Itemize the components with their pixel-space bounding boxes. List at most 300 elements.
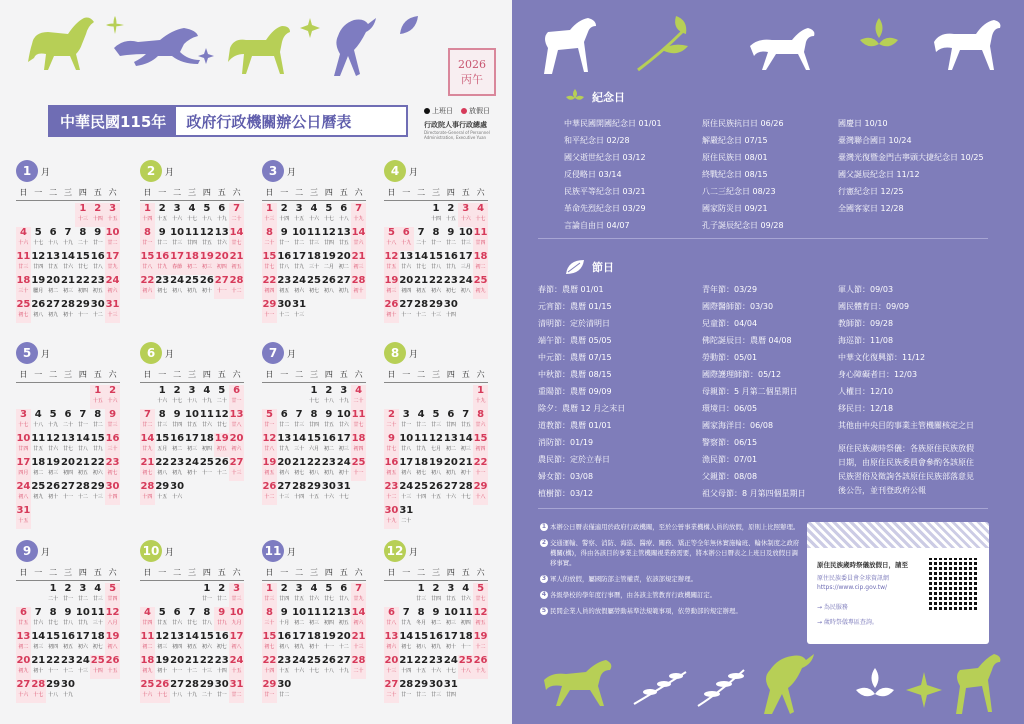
list-item: 民族平等紀念日 03/21 bbox=[564, 187, 646, 196]
empty-cell bbox=[458, 385, 473, 409]
lunar-date: 十六 bbox=[172, 216, 183, 222]
lunar-date: 十三 bbox=[77, 216, 88, 222]
day-cell bbox=[351, 631, 366, 655]
lunar-date: 冬月 bbox=[416, 620, 427, 626]
day-number: 10 bbox=[170, 227, 185, 238]
lunar-date: 十五 bbox=[92, 398, 103, 404]
weekday-label: 四 bbox=[324, 188, 333, 197]
day-cell bbox=[31, 299, 46, 323]
day-cell bbox=[105, 583, 120, 607]
lunar-date: 十六 bbox=[157, 398, 168, 404]
lunar-date: 初八 bbox=[18, 494, 29, 500]
day-cell bbox=[262, 679, 277, 703]
day-number: 26 bbox=[105, 655, 120, 666]
flower-icon bbox=[850, 664, 900, 710]
lunar-date: 初十 bbox=[33, 668, 44, 674]
day-cell bbox=[140, 481, 155, 505]
day-cell bbox=[61, 299, 76, 323]
lunar-date: 廿三 bbox=[308, 240, 319, 246]
day-cell bbox=[214, 409, 229, 433]
day-grid bbox=[16, 583, 120, 703]
day-number: 6 bbox=[233, 385, 241, 396]
note-number-icon: 3 bbox=[541, 575, 547, 582]
lunar-date: 十三 bbox=[264, 216, 275, 222]
day-cell bbox=[61, 433, 76, 457]
day-number: 31 bbox=[292, 299, 307, 310]
day-cell bbox=[384, 481, 399, 505]
lunar-date: 十三 bbox=[77, 668, 88, 674]
list-item: 原住民族日 08/01 bbox=[702, 153, 768, 162]
day-cell bbox=[185, 409, 200, 433]
day-number: 19 bbox=[155, 655, 170, 666]
day-cell bbox=[292, 457, 307, 481]
empty-cell bbox=[140, 583, 155, 607]
lunar-date: 十九 bbox=[475, 668, 486, 674]
day-number: 12 bbox=[155, 631, 170, 642]
day-number: 4 bbox=[34, 409, 42, 420]
empty-cell bbox=[170, 583, 185, 607]
day-cell bbox=[229, 433, 244, 457]
lunar-date: 十三 bbox=[294, 312, 305, 318]
day-cell bbox=[61, 457, 76, 481]
lunar-date: 廿二 bbox=[92, 422, 103, 428]
day-number: 25 bbox=[16, 299, 31, 310]
day-number: 22 bbox=[46, 655, 61, 666]
legend-holiday bbox=[461, 106, 490, 116]
day-number: 23 bbox=[321, 457, 336, 468]
empty-cell bbox=[31, 385, 46, 409]
lunar-date: 初三 bbox=[157, 644, 168, 650]
ceremony-link[interactable]: → 歲時祭儀專區查詢。 bbox=[817, 619, 878, 626]
lunar-date: 廿七 bbox=[62, 446, 73, 452]
day-number: 6 bbox=[340, 203, 348, 214]
day-number: 18 bbox=[307, 631, 321, 642]
day-cell bbox=[185, 275, 200, 299]
service-link[interactable]: → 為民服務 bbox=[817, 604, 848, 611]
lunar-date: 十一 bbox=[48, 668, 59, 674]
lunar-date: 廿七 bbox=[475, 596, 486, 602]
day-cell bbox=[155, 607, 170, 631]
day-number: 27 bbox=[336, 275, 351, 286]
lunar-date: 初五 bbox=[279, 288, 290, 294]
lunar-date: 廿六 bbox=[353, 240, 364, 246]
day-cell bbox=[384, 275, 399, 299]
lunar-date: 廿四 bbox=[475, 240, 486, 246]
lunar-date: 初六 bbox=[142, 288, 153, 294]
weekday-header bbox=[262, 187, 366, 201]
weekday-label: 三 bbox=[187, 568, 196, 577]
day-number: 25 bbox=[351, 457, 366, 468]
lunar-date: 廿七 bbox=[48, 620, 59, 626]
lunar-date: 廿八 bbox=[92, 264, 103, 270]
day-number: 31 bbox=[229, 679, 244, 690]
lunar-date: 廿一 bbox=[77, 422, 88, 428]
day-number: 29 bbox=[75, 299, 90, 310]
day-number: 24 bbox=[399, 481, 414, 492]
lunar-date: 廿六 bbox=[216, 240, 227, 246]
lunar-date: 初七 bbox=[401, 644, 412, 650]
month-6 bbox=[140, 342, 244, 510]
day-cell bbox=[229, 409, 244, 433]
list-item: 中華民國開國紀念日 01/01 bbox=[564, 119, 662, 128]
day-number: 19 bbox=[105, 631, 120, 642]
day-number: 4 bbox=[203, 385, 211, 396]
day-number: 19 bbox=[199, 251, 214, 262]
lunar-date: 初六 bbox=[279, 470, 290, 476]
leaf-icon bbox=[564, 258, 586, 276]
day-cell bbox=[458, 433, 473, 457]
day-number: 27 bbox=[384, 679, 399, 690]
day-grid bbox=[384, 583, 488, 703]
weekday-label: 日 bbox=[265, 188, 274, 197]
day-cell bbox=[140, 631, 155, 655]
day-number: 6 bbox=[447, 409, 455, 420]
day-number: 16 bbox=[384, 457, 399, 468]
empty-cell bbox=[414, 385, 429, 409]
day-cell bbox=[105, 457, 120, 481]
day-cell bbox=[199, 655, 214, 679]
empty-cell bbox=[399, 583, 414, 607]
lunar-date: 初五 bbox=[386, 470, 397, 476]
day-cell bbox=[414, 481, 429, 505]
day-number: 27 bbox=[170, 679, 185, 690]
day-number: 23 bbox=[429, 655, 443, 666]
day-cell bbox=[185, 607, 200, 631]
day-number: 22 bbox=[307, 457, 321, 468]
lunar-date: 十九 bbox=[48, 422, 59, 428]
day-cell bbox=[105, 607, 120, 631]
lunar-date: 十四 bbox=[416, 494, 427, 500]
day-number: 13 bbox=[46, 251, 61, 262]
day-cell bbox=[185, 251, 200, 275]
day-cell bbox=[473, 655, 488, 679]
day-number: 20 bbox=[277, 457, 292, 468]
day-number: 22 bbox=[75, 275, 90, 286]
day-cell bbox=[429, 433, 444, 457]
lunar-date: 初二 bbox=[323, 446, 334, 452]
day-cell bbox=[16, 607, 31, 631]
indigenous-note bbox=[838, 443, 974, 499]
weekday-header bbox=[384, 567, 488, 581]
day-number: 19 bbox=[321, 251, 336, 262]
day-number: 1 bbox=[158, 385, 166, 396]
day-cell bbox=[292, 655, 307, 679]
lunar-date: 八月 bbox=[107, 620, 118, 626]
day-cell bbox=[16, 655, 31, 679]
note-number-icon: 1 bbox=[541, 523, 547, 530]
day-number: 15 bbox=[429, 251, 443, 262]
day-number: 3 bbox=[402, 409, 410, 420]
lunar-date: 十五 bbox=[294, 216, 305, 222]
lunar-date: 初三 bbox=[445, 620, 456, 626]
day-cell bbox=[185, 203, 200, 227]
lunar-date: 廿二 bbox=[294, 240, 305, 246]
day-cell bbox=[75, 251, 90, 275]
day-number: 20 bbox=[214, 251, 229, 262]
day-cell bbox=[262, 481, 277, 505]
day-number: 21 bbox=[75, 457, 90, 468]
day-cell bbox=[61, 679, 76, 703]
day-cell bbox=[105, 251, 120, 275]
lunar-date: 初六 bbox=[201, 644, 212, 650]
card-url-link[interactable]: https://www.cip.gov.tw/ bbox=[817, 584, 888, 591]
lunar-date: 初十 bbox=[201, 288, 212, 294]
day-number: 11 bbox=[199, 409, 214, 420]
lunar-date: 十六 bbox=[430, 668, 441, 674]
month-1 bbox=[16, 160, 120, 328]
day-cell bbox=[31, 409, 46, 433]
weekday-label: 六 bbox=[476, 370, 485, 379]
empty-cell bbox=[61, 203, 76, 227]
day-cell bbox=[155, 251, 170, 275]
day-number: 9 bbox=[64, 607, 72, 618]
day-number: 21 bbox=[185, 655, 199, 666]
day-number: 28 bbox=[458, 481, 473, 492]
lunar-date: 十九 bbox=[353, 216, 364, 222]
day-cell bbox=[90, 203, 105, 227]
day-number: 7 bbox=[402, 607, 410, 618]
legend-workday-label: 上班日 bbox=[432, 107, 453, 115]
day-number: 31 bbox=[105, 299, 120, 310]
lunar-date: 初十 bbox=[308, 644, 319, 650]
day-cell bbox=[75, 227, 90, 251]
day-cell bbox=[384, 607, 399, 631]
month-header bbox=[16, 540, 120, 562]
month-header bbox=[140, 342, 244, 364]
lunar-date: 十五 bbox=[430, 494, 441, 500]
list-item: 革命先烈紀念日 03/29 bbox=[564, 204, 646, 213]
day-grid bbox=[262, 203, 366, 323]
lunar-date: 十四 bbox=[294, 494, 305, 500]
lunar-date: 十一 bbox=[62, 494, 73, 500]
day-number: 1 bbox=[49, 583, 57, 594]
day-number: 13 bbox=[399, 251, 414, 262]
empty-cell bbox=[140, 385, 155, 409]
lunar-date: 十八 bbox=[386, 240, 397, 246]
day-number: 28 bbox=[351, 655, 366, 666]
weekday-header bbox=[262, 369, 366, 383]
day-cell bbox=[458, 227, 473, 251]
day-cell bbox=[351, 251, 366, 275]
day-number: 5 bbox=[49, 409, 57, 420]
weekday-label: 五 bbox=[339, 568, 348, 577]
day-number: 29 bbox=[90, 481, 105, 492]
lunar-date: 初八 bbox=[416, 644, 427, 650]
lunar-date: 十四 bbox=[216, 668, 227, 674]
day-cell bbox=[262, 631, 277, 655]
list-item: 原住民族抗日日 06/26 bbox=[702, 119, 784, 128]
weekday-label: 二 bbox=[417, 568, 426, 577]
lunar-date: 初二 bbox=[18, 644, 29, 650]
day-cell bbox=[307, 481, 322, 505]
lunar-date: 廿四 bbox=[18, 446, 29, 452]
day-number: 3 bbox=[233, 583, 241, 594]
day-number: 4 bbox=[19, 227, 27, 238]
day-cell bbox=[140, 251, 155, 275]
black-dot-icon bbox=[424, 108, 430, 114]
card-agency-name: 原住民族委員會全球資訊網 bbox=[817, 575, 890, 582]
day-number: 10 bbox=[229, 607, 244, 618]
day-cell bbox=[399, 409, 414, 433]
lunar-date: 廿一 bbox=[430, 240, 441, 246]
lunar-date: 初六 bbox=[77, 644, 88, 650]
lunar-date: 初九 bbox=[445, 470, 456, 476]
day-number: 25 bbox=[31, 481, 46, 492]
day-number: 17 bbox=[229, 631, 244, 642]
day-number: 30 bbox=[90, 299, 105, 310]
day-number: 6 bbox=[49, 227, 57, 238]
list-item: 重陽節：農曆 09/09 bbox=[538, 387, 612, 396]
lunar-date: 初七 bbox=[308, 288, 319, 294]
day-cell bbox=[292, 433, 307, 457]
lunar-date: 十六 bbox=[294, 668, 305, 674]
day-number: 12 bbox=[429, 433, 443, 444]
lunar-date: 十六 bbox=[172, 494, 183, 500]
day-number: 2 bbox=[158, 203, 166, 214]
lunar-date: 初十 bbox=[353, 288, 364, 294]
day-cell bbox=[443, 655, 458, 679]
empty-cell bbox=[75, 385, 90, 409]
month-label: 月 bbox=[41, 547, 51, 558]
list-item: 兒童節：04/04 bbox=[702, 319, 758, 328]
list-item: 環境日：06/05 bbox=[702, 404, 758, 413]
day-cell bbox=[262, 275, 277, 299]
day-cell bbox=[75, 481, 90, 505]
lunar-date: 廿八 bbox=[386, 620, 397, 626]
day-cell bbox=[16, 275, 31, 299]
day-number: 13 bbox=[16, 631, 31, 642]
note-item bbox=[540, 606, 802, 616]
day-number: 31 bbox=[336, 481, 351, 492]
weekday-header bbox=[16, 187, 120, 201]
day-cell bbox=[170, 607, 185, 631]
day-number: 23 bbox=[105, 457, 120, 468]
title-main: 中華民國115年 bbox=[50, 107, 176, 135]
lunar-date: 廿五 bbox=[33, 446, 44, 452]
lunar-date: 十一 bbox=[216, 288, 227, 294]
day-number: 11 bbox=[90, 607, 105, 618]
day-cell bbox=[429, 631, 444, 655]
lunar-date: 十八 bbox=[48, 240, 59, 246]
day-cell bbox=[321, 457, 336, 481]
weekday-label: 四 bbox=[446, 188, 455, 197]
lunar-date: 初九 bbox=[186, 288, 197, 294]
day-number: 16 bbox=[155, 251, 170, 262]
day-cell bbox=[75, 409, 90, 433]
day-cell bbox=[307, 457, 322, 481]
day-number: 1 bbox=[94, 385, 102, 396]
lunar-date: 廿二 bbox=[445, 240, 456, 246]
month-7 bbox=[262, 342, 366, 510]
day-number: 5 bbox=[34, 227, 42, 238]
day-cell bbox=[214, 583, 229, 607]
day-number: 17 bbox=[105, 251, 120, 262]
day-cell bbox=[61, 583, 76, 607]
day-number: 24 bbox=[443, 655, 458, 666]
month-label: 月 bbox=[287, 547, 297, 558]
flower-icon bbox=[632, 12, 702, 74]
list-item: 消防節：01/19 bbox=[538, 438, 594, 447]
day-cell bbox=[229, 607, 244, 631]
lunar-date: 初二 bbox=[33, 470, 44, 476]
lunar-date: 廿九 bbox=[445, 264, 456, 270]
indigenous-note-line: 後公告，並刊登政府公報 bbox=[838, 486, 926, 495]
list-item: 農民節：定於立春日 bbox=[538, 455, 610, 464]
weekday-label: 三 bbox=[431, 370, 440, 379]
day-cell bbox=[321, 583, 336, 607]
day-cell bbox=[229, 631, 244, 655]
list-item: 端午節：農曆 05/05 bbox=[538, 336, 612, 345]
day-cell bbox=[277, 433, 292, 457]
day-number: 21 bbox=[31, 655, 46, 666]
lunar-date: 廿二 bbox=[157, 240, 168, 246]
lunar-date: 十九 bbox=[386, 518, 397, 524]
lunar-date: 廿二 bbox=[279, 692, 290, 698]
weekday-header bbox=[384, 187, 488, 201]
lunar-date: 十二 bbox=[231, 288, 242, 294]
lunar-date: 廿二 bbox=[416, 692, 427, 698]
day-grid bbox=[262, 385, 366, 505]
day-number: 19 bbox=[214, 433, 229, 444]
lunar-date: 廿三 bbox=[107, 422, 118, 428]
day-number: 20 bbox=[61, 457, 75, 468]
lunar-date: 三十 bbox=[18, 288, 29, 294]
lunar-date: 十六 bbox=[107, 398, 118, 404]
day-number: 8 bbox=[310, 409, 318, 420]
day-cell bbox=[155, 227, 170, 251]
day-cell bbox=[321, 481, 336, 505]
day-number: 15 bbox=[75, 251, 90, 262]
empty-cell bbox=[414, 203, 429, 227]
list-item: 孔子誕辰紀念日 09/28 bbox=[702, 221, 784, 230]
empty-cell bbox=[399, 203, 414, 227]
day-number: 4 bbox=[94, 583, 102, 594]
day-cell bbox=[16, 505, 31, 529]
day-number: 16 bbox=[214, 631, 229, 642]
day-number: 28 bbox=[414, 299, 429, 310]
day-number: 21 bbox=[458, 457, 473, 468]
day-cell bbox=[75, 457, 90, 481]
weekday-label: 六 bbox=[232, 188, 241, 197]
divider bbox=[538, 238, 988, 239]
list-item: 終戰紀念日 08/15 bbox=[702, 170, 768, 179]
list-item: 佛陀誕辰日：農曆 04/08 bbox=[702, 336, 792, 345]
day-cell bbox=[443, 299, 458, 323]
day-number: 7 bbox=[417, 227, 425, 238]
note-item bbox=[540, 574, 802, 584]
day-number: 3 bbox=[447, 583, 455, 594]
lunar-date: 廿六 bbox=[338, 422, 349, 428]
list-item: 和平紀念日 02/28 bbox=[564, 136, 630, 145]
lunar-date: 十五 bbox=[157, 494, 168, 500]
day-cell bbox=[321, 251, 336, 275]
day-cell bbox=[399, 679, 414, 703]
day-cell bbox=[140, 457, 155, 481]
lunar-date: 初四 bbox=[201, 446, 212, 452]
day-cell bbox=[214, 655, 229, 679]
weekday-label: 五 bbox=[93, 188, 102, 197]
weekday-label: 一 bbox=[280, 370, 289, 379]
day-number: 18 bbox=[458, 631, 473, 642]
lunar-date: 十五 bbox=[18, 518, 29, 524]
day-number: 13 bbox=[443, 433, 458, 444]
day-cell bbox=[443, 251, 458, 275]
memorial-col-3 bbox=[838, 118, 984, 214]
indigenous-note-line: 民族習俗及徵詢各該原住民族部落意見 bbox=[838, 472, 974, 481]
page-title bbox=[48, 105, 408, 137]
day-number: 27 bbox=[277, 481, 292, 492]
lunar-date: 十一 bbox=[201, 470, 212, 476]
